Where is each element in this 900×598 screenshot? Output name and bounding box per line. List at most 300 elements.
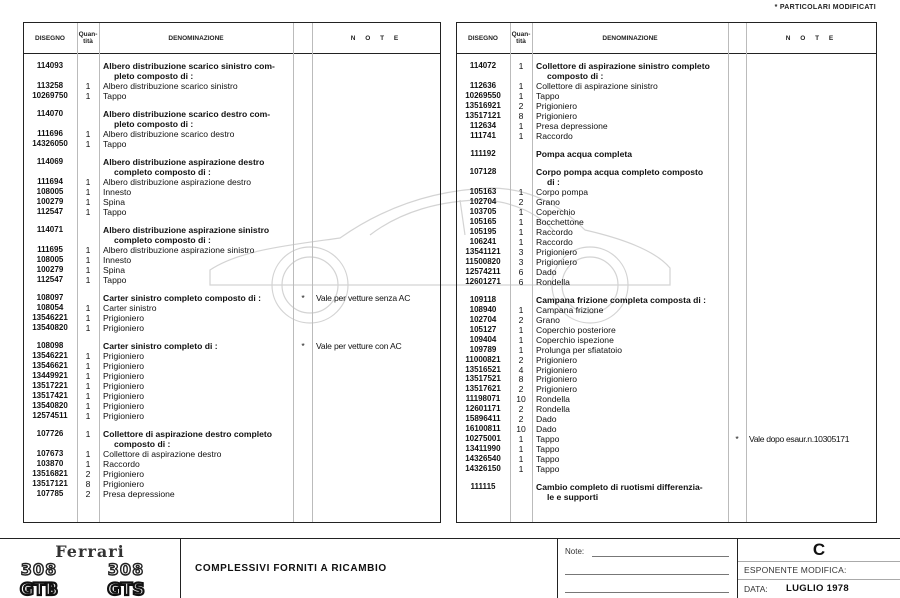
part-number: 13517521 [465, 374, 501, 384]
quantity: 2 [85, 488, 91, 499]
table-row [457, 444, 876, 454]
quantity: 1 [518, 434, 524, 445]
description: Spina [103, 197, 125, 207]
notes-label: Note: [565, 547, 585, 556]
description: Rondella [536, 394, 570, 405]
table-row [24, 129, 440, 139]
table-row [24, 401, 440, 411]
table-row [24, 479, 440, 489]
part-number: 107128 [469, 167, 497, 177]
part-number: 105165 [469, 216, 497, 226]
description: Cambio completo di ruotismi differenzia- [536, 482, 703, 493]
document-title: COMPLESSIVI FORNITI A RICAMBIO [195, 563, 387, 574]
table-row [457, 414, 876, 424]
description: Presa depressione [536, 120, 608, 131]
part-number: 12601271 [465, 276, 501, 286]
header-code: DISEGNO [35, 34, 65, 42]
table-row [24, 449, 440, 459]
quantity: 2 [518, 384, 524, 395]
quantity: 1 [85, 371, 91, 382]
table-row [457, 355, 876, 365]
description: Innesto [103, 255, 132, 266]
notes-cell [557, 539, 737, 598]
header-notes: N O T E [785, 34, 838, 42]
part-number: 13516821 [32, 469, 68, 478]
part-number: 11000821 [465, 354, 501, 364]
description: Albero distribuzione scarico sinistro com- [103, 61, 275, 71]
part-number: 112547 [36, 206, 64, 216]
assembly-row-continuation [457, 71, 876, 81]
table-row [24, 391, 440, 401]
description: Carter sinistro completo di : [103, 341, 218, 352]
quantity: 8 [518, 110, 524, 121]
quantity: 3 [518, 246, 524, 257]
divider [738, 561, 900, 562]
table-row [457, 187, 876, 197]
quantity: 1 [85, 429, 91, 440]
description: Pompa acqua completa [536, 148, 632, 159]
description: Prigioniero [103, 469, 145, 479]
description: Tappo [536, 90, 560, 101]
description: Collettore di aspirazione sinistro [536, 80, 658, 91]
part-number: 15896411 [465, 414, 501, 424]
description: Bocchettone [536, 216, 584, 227]
description: Dado [536, 266, 557, 277]
description: composto di : [114, 439, 171, 450]
part-number: 10269550 [465, 90, 501, 100]
quantity: 1 [518, 206, 524, 217]
note-text: Vale per vetture con AC [316, 341, 402, 352]
description: Tappo [103, 274, 127, 285]
description: Coperchio [536, 206, 576, 217]
revision-letter: C [812, 540, 826, 559]
table-row [457, 267, 876, 277]
description: completo composto di : [114, 167, 211, 178]
part-number: 114072 [469, 61, 497, 70]
table-row [24, 275, 440, 285]
quantity: 1 [518, 344, 524, 355]
part-number: 109404 [469, 334, 497, 344]
description: Raccordo [536, 130, 573, 141]
table-row [457, 365, 876, 375]
part-number: 111694 [37, 177, 63, 187]
part-number: 102704 [469, 314, 497, 324]
quantity: 1 [85, 381, 91, 392]
table-row [457, 81, 876, 91]
part-number: 114093 [36, 61, 64, 70]
part-number: 103870 [36, 459, 64, 469]
assembly-row-continuation [457, 177, 876, 187]
quantity: 1 [518, 61, 524, 71]
description: Prigioniero [536, 110, 578, 121]
description: composto di : [547, 70, 604, 81]
table-row [24, 265, 440, 275]
quantity: 1 [85, 274, 91, 285]
table-row [457, 464, 876, 474]
table-row [24, 255, 440, 265]
svg-text:308: 308 [107, 560, 145, 579]
quantity: 1 [85, 187, 91, 198]
quantity: 1 [518, 324, 524, 335]
description: Prigioniero [103, 391, 145, 402]
quantity: 1 [518, 90, 524, 101]
part-number: 11198071 [465, 394, 501, 404]
quantity: 1 [85, 197, 91, 207]
quantity: 1 [85, 303, 91, 314]
table-row [24, 351, 440, 361]
description: Tappo [536, 444, 560, 455]
part-number: 102704 [469, 197, 497, 206]
description: Collettore di aspirazione sinistro completo [536, 61, 710, 71]
part-number: 114069 [36, 157, 64, 167]
assembly-row [24, 341, 440, 351]
description: Prigioniero [536, 246, 578, 257]
table-row [457, 207, 876, 217]
part-number: 13546221 [32, 313, 68, 323]
description: Collettore di aspirazione destro [103, 449, 222, 460]
description: Tappo [103, 138, 127, 149]
part-number: 10269750 [32, 90, 68, 100]
description: Innesto [103, 187, 132, 198]
description: Dado [536, 414, 557, 425]
table-row [457, 424, 876, 434]
description: Prigioniero [103, 410, 145, 421]
description: Albero distribuzione aspirazione destro [103, 157, 265, 168]
table-row [457, 101, 876, 111]
description: Tappo [536, 434, 560, 445]
quantity: 2 [518, 100, 524, 111]
table-row [24, 489, 440, 499]
table-row [24, 303, 440, 313]
note-text: Vale per vetture senza AC [316, 293, 411, 304]
part-number: 109789 [469, 344, 497, 354]
table-row [457, 315, 876, 325]
assembly-row [24, 429, 440, 439]
description: Corpo pompa acqua completo composto [536, 167, 704, 178]
table-row [457, 121, 876, 131]
description: pleto composto di : [114, 119, 194, 130]
description: Corpo pompa [536, 187, 589, 198]
part-number: 103705 [469, 206, 497, 216]
description: completo composto di : [114, 235, 211, 246]
table-row [24, 91, 440, 101]
assembly-row [24, 225, 440, 235]
part-number: 13540820 [32, 401, 68, 410]
description: Campana frizione [536, 304, 604, 315]
description: Coperchio ispezione [536, 334, 614, 345]
svg-text:Ferrari: Ferrari [55, 542, 125, 561]
notes-line [592, 556, 729, 557]
table-row [24, 197, 440, 207]
part-number: 14326050 [32, 138, 68, 148]
modified-marker: * [301, 293, 305, 304]
part-number: 112636 [469, 80, 497, 90]
assembly-row [24, 293, 440, 303]
quantity: 1 [85, 255, 91, 266]
part-number: 13546621 [32, 361, 68, 371]
description: Raccordo [536, 236, 573, 247]
table-header [457, 23, 876, 54]
table-row [24, 139, 440, 149]
description: di : [547, 177, 560, 188]
assembly-row [457, 295, 876, 305]
part-number: 105163 [469, 187, 497, 197]
description: Prigioniero [536, 354, 578, 365]
table-row [457, 374, 876, 384]
quantity: 1 [518, 120, 524, 131]
table-row [24, 469, 440, 479]
quantity: 1 [85, 410, 91, 421]
description: Prigioniero [103, 401, 145, 411]
table-row [457, 335, 876, 345]
description: Prigioniero [103, 313, 145, 324]
part-number: 111192 [470, 148, 496, 158]
assembly-row-continuation [24, 235, 440, 245]
part-number: 108098 [36, 341, 64, 351]
parts-table-left [23, 22, 441, 523]
quantity: 10 [516, 394, 526, 405]
quantity: 1 [85, 449, 91, 460]
quantity: 3 [518, 256, 524, 267]
quantity: 1 [85, 265, 91, 275]
description: Grano [536, 314, 560, 325]
quantity: 1 [518, 80, 524, 91]
quantity: 8 [85, 478, 91, 489]
table-row [457, 277, 876, 287]
part-number: 13541121 [465, 246, 501, 256]
header-code: DISEGNO [468, 34, 498, 42]
table-row [24, 323, 440, 333]
part-number: 105127 [469, 324, 497, 334]
modified-marker: * [735, 434, 739, 445]
table-row [457, 247, 876, 257]
assembly-row [457, 482, 876, 492]
part-number: 111115 [470, 482, 496, 492]
table-row [457, 131, 876, 141]
description: Tappo [536, 464, 560, 474]
part-number: 10275001 [465, 434, 501, 444]
description: Albero distribuzione scarico destro com- [103, 109, 271, 120]
description: Albero distribuzione scarico sinistro [103, 80, 238, 91]
quantity: 1 [85, 313, 91, 324]
quantity: 1 [85, 80, 91, 91]
part-number: 13517621 [465, 384, 501, 394]
modified-parts-legend: * PARTICOLARI MODIFICATI [774, 4, 876, 11]
assembly-row-continuation [457, 492, 876, 502]
description: Presa depressione [103, 488, 175, 499]
part-number: 107726 [36, 429, 64, 439]
description: Albero distribuzione aspirazione sinistro [103, 225, 270, 236]
part-number: 108097 [36, 293, 64, 303]
table-row [457, 91, 876, 101]
table-row [24, 361, 440, 371]
description: Dado [536, 424, 557, 435]
part-number: 13540820 [32, 323, 68, 333]
part-number: 107673 [36, 449, 64, 459]
table-row [24, 207, 440, 217]
revision-cell [737, 539, 900, 598]
description: Albero distribuzione aspirazione sinistro [103, 245, 255, 256]
table-row [24, 81, 440, 91]
table-row [24, 187, 440, 197]
part-number: 12574511 [32, 410, 68, 420]
quantity: 2 [518, 354, 524, 365]
table-row [457, 305, 876, 315]
part-number: 12574211 [465, 266, 501, 276]
document-title-cell [180, 539, 557, 598]
assembly-row-continuation [24, 167, 440, 177]
quantity: 1 [85, 351, 91, 362]
description: Albero distribuzione aspirazione destro [103, 177, 252, 188]
table-row [457, 111, 876, 121]
part-number: 13517121 [32, 478, 68, 488]
part-number: 106241 [469, 236, 497, 246]
quantity: 1 [85, 206, 91, 217]
part-number: 111741 [470, 130, 496, 140]
part-number: 108005 [36, 255, 64, 265]
description: Prigioniero [103, 323, 145, 334]
table-row [457, 217, 876, 227]
part-number: 112547 [36, 274, 64, 284]
table-row [457, 454, 876, 464]
date-label: DATA: [744, 584, 768, 594]
part-number: 114070 [36, 109, 64, 119]
description: Tappo [103, 90, 127, 101]
part-number: 13546221 [32, 351, 68, 361]
quantity: 1 [518, 236, 524, 247]
table-row [457, 434, 876, 444]
modified-marker: * [301, 341, 305, 352]
logo-graphic [0, 539, 180, 598]
table-row [24, 411, 440, 421]
header-notes: N O T E [350, 34, 403, 42]
quantity: 1 [85, 138, 91, 149]
description: Prigioniero [536, 374, 578, 385]
table-row [457, 345, 876, 355]
table-row [24, 177, 440, 187]
table-row [457, 227, 876, 237]
description: le e supporti [547, 492, 599, 503]
quantity: 6 [518, 276, 524, 287]
assembly-row [457, 61, 876, 71]
description: Prigioniero [536, 100, 578, 111]
date-value: LUGLIO 1978 [786, 583, 849, 594]
part-number: 13516921 [465, 100, 501, 110]
description: Campana frizione completa composta di : [536, 294, 706, 305]
quantity: 6 [518, 266, 524, 277]
description: Rondella [536, 276, 570, 287]
quantity: 1 [518, 226, 524, 237]
part-number: 14326540 [465, 454, 501, 464]
part-number: 100279 [36, 197, 64, 206]
table-row [24, 371, 440, 381]
table-row [457, 394, 876, 404]
description: Prigioniero [536, 256, 578, 267]
part-number: 112634 [469, 120, 497, 130]
header-qty: Quan- tità [78, 31, 98, 45]
svg-text:GTS: GTS [107, 580, 145, 598]
assembly-row [457, 149, 876, 159]
quantity: 1 [518, 444, 524, 455]
revision-label: ESPONENTE MODIFICA: [744, 565, 847, 575]
quantity: 1 [85, 177, 91, 188]
part-number: 113258 [36, 80, 64, 90]
description: Raccordo [103, 459, 140, 470]
part-number: 13517221 [32, 381, 68, 391]
description: Tappo [536, 454, 560, 465]
table-row [457, 257, 876, 267]
description: Albero distribuzione scarico destro [103, 129, 235, 139]
part-number: 107785 [36, 488, 64, 498]
part-number: 108005 [36, 187, 64, 197]
quantity: 1 [518, 454, 524, 465]
part-number: 13449921 [32, 371, 68, 381]
svg-text:GTB: GTB [19, 580, 59, 598]
part-number: 109118 [469, 294, 497, 304]
assembly-row-continuation [24, 119, 440, 129]
description: Rondella [536, 404, 570, 415]
table-row [457, 404, 876, 414]
part-number: 13516521 [465, 364, 501, 374]
description: Carter sinistro [103, 303, 157, 314]
assembly-row [24, 109, 440, 119]
quantity: 1 [85, 129, 91, 139]
quantity: 1 [518, 334, 524, 345]
parts-table-right [456, 22, 877, 523]
divider [738, 579, 900, 580]
part-number: 11500820 [465, 256, 501, 266]
part-number: 14326150 [465, 464, 501, 473]
assembly-row-continuation [24, 71, 440, 81]
assembly-row-continuation [24, 439, 440, 449]
quantity: 2 [518, 414, 524, 425]
assembly-row [457, 167, 876, 177]
quantity: 1 [85, 361, 91, 372]
quantity: 1 [85, 459, 91, 470]
quantity: 1 [518, 216, 524, 227]
description: Prigioniero [103, 361, 145, 372]
notes-line [565, 592, 729, 593]
description: Prigioniero [103, 371, 145, 382]
description: Prigioniero [103, 351, 145, 362]
header-description: DENOMINAZIONE [168, 34, 224, 42]
part-number: 100279 [36, 265, 64, 274]
part-number: 108940 [469, 304, 497, 314]
description: Prigioniero [536, 384, 578, 395]
description: Raccordo [536, 226, 573, 237]
table-row [457, 197, 876, 207]
description: Collettore di aspirazione destro completo [103, 429, 273, 440]
header-description: DENOMINAZIONE [602, 34, 658, 42]
quantity: 1 [85, 323, 91, 334]
quantity: 1 [518, 187, 524, 198]
quantity: 8 [518, 374, 524, 385]
quantity: 1 [518, 464, 524, 474]
description: Tappo [103, 206, 127, 217]
table-row [24, 459, 440, 469]
header-qty: Quan- tità [511, 31, 531, 45]
description: Coperchio posteriore [536, 324, 616, 335]
notes-line [565, 574, 729, 575]
table-row [457, 237, 876, 247]
table-row [457, 384, 876, 394]
quantity: 2 [85, 469, 91, 479]
table-row [24, 381, 440, 391]
description: Prigioniero [536, 364, 578, 375]
description: Grano [536, 197, 560, 207]
table-row [457, 325, 876, 335]
quantity: 1 [518, 304, 524, 315]
